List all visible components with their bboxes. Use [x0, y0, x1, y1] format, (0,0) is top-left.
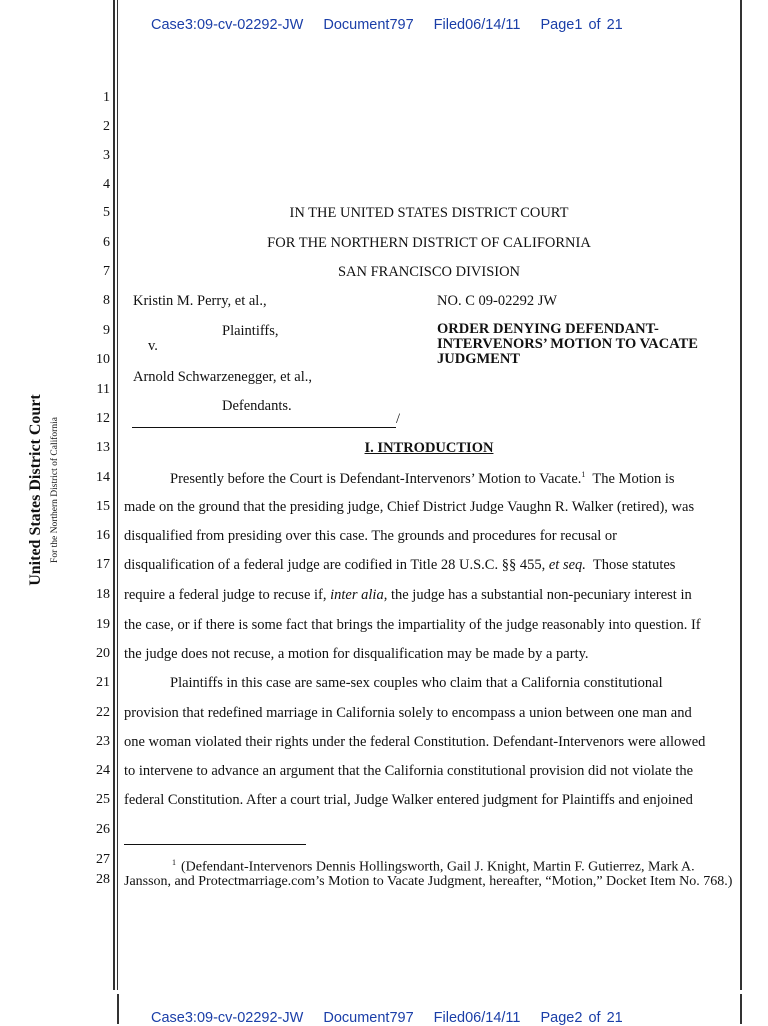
- line-number: 3: [103, 148, 110, 163]
- ecf-header: [151, 17, 637, 33]
- caption-slash: /: [396, 411, 401, 427]
- body-line-22: provision that redefined marriage in California solely to encompass a union between one man and: [124, 705, 692, 721]
- line-number: 11: [96, 382, 110, 397]
- line-number: 8: [103, 293, 110, 308]
- body-text: Those statutes: [585, 557, 676, 573]
- line-number: 14: [96, 470, 110, 485]
- header-page-count: Page2 of 21: [540, 1010, 623, 1026]
- caption-plaintiff-role: Plaintiffs,: [222, 323, 279, 339]
- next-page-left-rule: [117, 994, 119, 1024]
- caption-defendant: Arnold Schwarzenegger, et al.,: [133, 369, 312, 385]
- sidebar-district-name: For the Northern District of California: [50, 417, 60, 563]
- body-line-17: [124, 557, 675, 574]
- line-number: 7: [103, 264, 110, 279]
- order-title: ORDER DENYING DEFENDANT-INTERVENORS’ MOTION TO VACATE JUDGMENT: [437, 321, 698, 367]
- body-line-23: one woman violated their rights under the federal Constitution. Defendant-Intervenors were allowed: [124, 734, 706, 750]
- body-line-14: [170, 470, 675, 488]
- line-number: 15: [96, 499, 110, 514]
- line-number: 24: [96, 763, 110, 778]
- line-number: 1: [103, 90, 110, 105]
- header-filed-date: Filed06/14/11: [433, 1010, 521, 1026]
- line-number: 27: [96, 852, 110, 867]
- sidebar-court-name: United States District Court: [27, 394, 44, 586]
- body-text: Presently before the Court is Defendant-Intervenors’ Motion to Vacate.: [170, 470, 582, 487]
- left-margin-rule-outer: [113, 0, 115, 990]
- line-number: 26: [96, 822, 110, 837]
- body-line-18: [124, 587, 692, 604]
- section-heading: [124, 440, 734, 457]
- caption-underline: [132, 427, 396, 428]
- body-text: require a federal judge to recuse if,: [124, 587, 331, 603]
- caption-defendant-role: Defendants.: [222, 398, 292, 414]
- section-heading-text: I. INTRODUCTION: [364, 440, 494, 456]
- body-text: The Motion is: [585, 470, 675, 487]
- line-number: 9: [103, 323, 110, 338]
- caption-plaintiff: Kristin M. Perry, et al.,: [133, 293, 267, 309]
- body-line-16: disqualified from presiding over this case. The grounds and procedures for recusal or: [124, 528, 617, 544]
- line-number: 28: [96, 872, 110, 887]
- court-heading-line1: IN THE UNITED STATES DISTRICT COURT: [289, 205, 569, 221]
- line-number: 4: [103, 177, 110, 192]
- line-number: 19: [96, 617, 110, 632]
- footnote-separator: [124, 844, 306, 845]
- body-italic: inter alia: [330, 587, 384, 603]
- court-heading-line3: SAN FRANCISCO DIVISION: [337, 264, 521, 280]
- line-number: 22: [96, 705, 110, 720]
- line-number: 16: [96, 528, 110, 543]
- body-line-24: to intervene to advance an argument that the California constitutional provision did not violate the: [124, 763, 694, 779]
- body-text: disqualification of a federal judge are codified in Title 28 U.S.C. §§ 455,: [124, 557, 549, 573]
- header-filed-date: Filed06/14/11: [433, 17, 521, 33]
- footnote: [124, 856, 734, 890]
- body-text: , the judge has a substantial non-pecuniary interest in: [383, 587, 692, 603]
- body-line-25: federal Constitution. After a court trial, Judge Walker entered judgment for Plaintiffs and enjoined: [124, 792, 693, 808]
- header-page-count: Page1 of 21: [540, 17, 623, 33]
- footnote-text: (Defendant-Intervenors Dennis Hollingsworth, Gail J. Knight, Martin F. Gutierrez, Mark A. Jansson, and Protectmarriage.com’s Motion to Vacate Judgment, hereafter, “Motion,” Docket Item No. 768.): [124, 859, 733, 890]
- footnote-marker: 1: [172, 858, 176, 867]
- line-number: 12: [96, 411, 110, 426]
- line-number: 17: [96, 557, 110, 572]
- line-number: 20: [96, 646, 110, 661]
- next-page-right-rule: [740, 994, 742, 1024]
- line-number: 25: [96, 792, 110, 807]
- court-heading-line2: FOR THE NORTHERN DISTRICT OF CALIFORNIA: [267, 235, 591, 251]
- line-number: 23: [96, 734, 110, 749]
- header-case-number: Case3:09-cv-02292-JW: [151, 17, 304, 33]
- line-number: 6: [103, 235, 110, 250]
- body-italic: et seq.: [548, 557, 586, 573]
- line-number: 13: [96, 440, 110, 455]
- line-number: 10: [96, 352, 110, 367]
- body-line-20: the judge does not recuse, a motion for disqualification may be made by a party.: [124, 646, 589, 662]
- header-document-number: Document797: [323, 17, 414, 33]
- body-line-21: Plaintiffs in this case are same-sex couples who claim that a California constitutional: [170, 675, 663, 691]
- line-number: 5: [103, 205, 110, 220]
- body-line-15: made on the ground that the presiding judge, Chief District Judge Vaughn R. Walker (retired), was: [124, 499, 695, 515]
- line-number: 2: [103, 119, 110, 134]
- header-case-number: Case3:09-cv-02292-JW: [151, 1010, 304, 1026]
- line-number: 21: [96, 675, 110, 690]
- left-margin-rule-inner: [117, 0, 118, 990]
- caption-versus: v.: [148, 338, 158, 354]
- caption-case-number: NO. C 09-02292 JW: [437, 293, 558, 309]
- line-number: 18: [96, 587, 110, 602]
- body-line-19: the case, or if there is some fact that brings the impartiality of the judge reasonably into question. If: [124, 617, 701, 633]
- header-document-number: Document797: [323, 1010, 414, 1026]
- footnote-reference: 1: [581, 470, 586, 479]
- right-margin-rule: [740, 0, 742, 990]
